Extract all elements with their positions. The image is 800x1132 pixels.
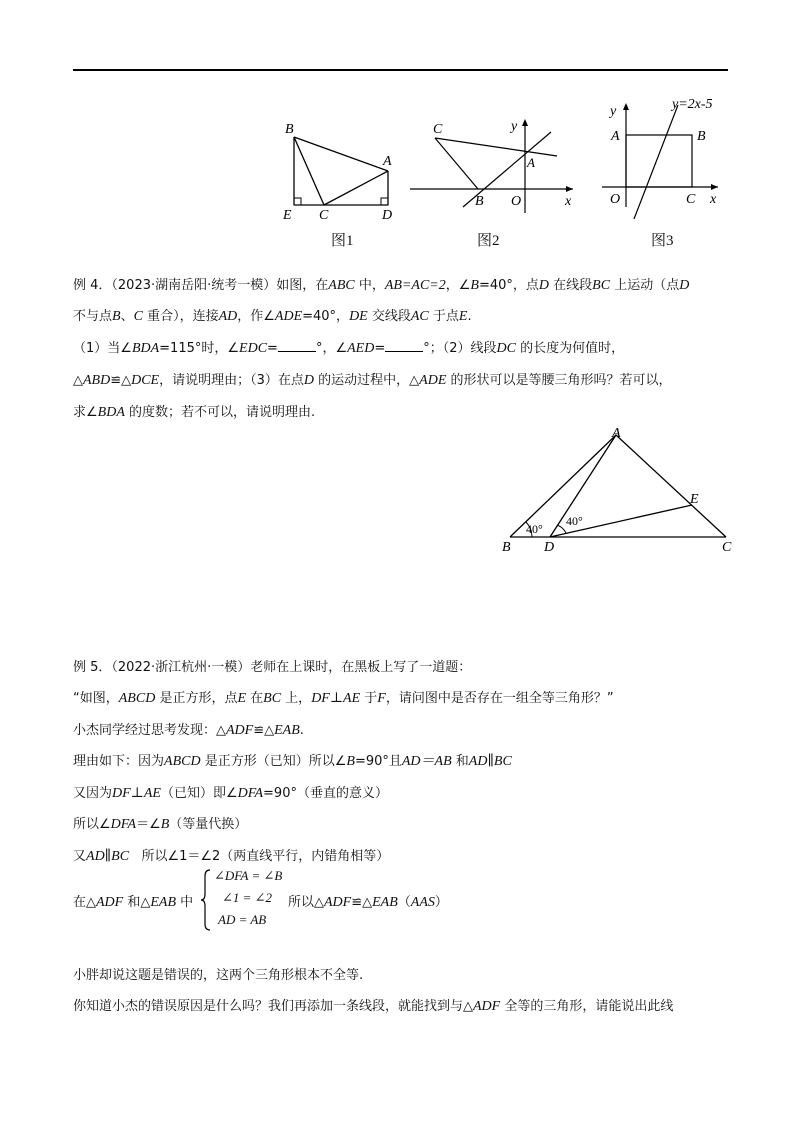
fig3-label-A: A — [611, 129, 620, 144]
text: 例 4．（2023·湖南岳阳·统考一模）如图，在 — [73, 278, 329, 293]
ex5-line-9: 小胖却说这题是错误的，这两个三角形根本不全等. — [73, 968, 364, 983]
ex5-line-6 — [73, 815, 247, 835]
ex5-line-7 — [73, 847, 389, 867]
math: ADF — [473, 999, 501, 1014]
fig2-label-O: O — [511, 194, 522, 209]
ex4-line-5 — [73, 403, 315, 423]
fig2-label-A: A — [527, 155, 535, 170]
math: BDA — [131, 341, 160, 356]
text: 中， — [354, 278, 385, 293]
brace-icon — [200, 868, 212, 932]
math: E — [237, 691, 247, 706]
figure-3 — [600, 95, 730, 220]
text: . — [299, 723, 304, 738]
text: =90°（垂直的意义） — [263, 786, 388, 801]
math: B — [112, 309, 121, 324]
text: 的长度为何值时， — [515, 341, 625, 356]
figure-2 — [405, 115, 580, 215]
math: AD∥BC — [468, 754, 512, 769]
ex5-line-3 — [73, 721, 304, 741]
text: 你知道小杰的错误原因是什么吗？我们再添加一条线段，就能找到与△ — [73, 999, 473, 1014]
figure-4 — [500, 425, 740, 560]
system-row-1: ∠DFA = ∠B — [214, 868, 283, 883]
text: ≌△ — [253, 723, 275, 738]
figure-1-diagram — [280, 115, 400, 225]
text: 上， — [281, 691, 312, 706]
fig4-angle-D: 40° — [566, 514, 583, 528]
math: AD∥BC — [86, 849, 130, 864]
text: = — [267, 341, 278, 356]
math: F — [377, 691, 386, 706]
text: ，请说明理由；（3）在点 — [159, 373, 304, 388]
text: （1）当∠ — [73, 341, 132, 356]
text: 求∠ — [73, 405, 98, 420]
text: ） — [434, 895, 448, 910]
fig1-label-D: D — [382, 208, 393, 223]
text: ，∠ — [445, 278, 471, 293]
math: D — [679, 278, 690, 293]
text: ，作∠ — [237, 309, 275, 324]
math: ADE — [274, 309, 303, 324]
math: AD — [218, 309, 238, 324]
text: 交线段 — [367, 309, 411, 324]
system-row-3: AD = AB — [218, 912, 267, 927]
ex4-line-2 — [73, 307, 472, 327]
text: 是正方形，点 — [155, 691, 238, 706]
text: 的运动过程中，△ — [314, 373, 420, 388]
math: AB=AC=2 — [384, 278, 446, 293]
text: 又因为 — [73, 786, 113, 801]
fig4-label-D: D — [544, 540, 555, 555]
ex4-line-3 — [73, 339, 624, 359]
fig4-label-B: B — [502, 540, 511, 555]
text: 所以∠1＝∠2（两直线平行，内错角相等） — [129, 849, 390, 864]
answer-blank-1[interactable] — [278, 339, 316, 352]
math: DF⊥AE — [112, 786, 161, 801]
math: BDA — [97, 405, 125, 420]
figure-1-caption: 图1 — [331, 233, 354, 249]
text: ≌△ — [110, 373, 132, 388]
fig1-label-A: A — [383, 154, 392, 169]
figure-3-caption: 图3 — [651, 233, 674, 249]
ex5-line-8-right — [288, 893, 448, 913]
text: . — [467, 309, 472, 324]
fig3-label-x: x — [710, 192, 717, 207]
math: EDC — [239, 341, 268, 356]
answer-blank-2[interactable] — [385, 339, 423, 352]
fig3-label-B: B — [697, 129, 706, 144]
text: △ — [73, 373, 83, 388]
math: B — [470, 278, 479, 293]
math: ABC — [328, 278, 355, 293]
text: （ — [397, 895, 411, 910]
math: AAS — [410, 895, 435, 910]
math: DFA — [237, 786, 264, 801]
ex5-line-5 — [73, 784, 388, 804]
text: 所以∠ — [73, 817, 111, 832]
text: “如图， — [73, 691, 119, 706]
math: ABCD — [164, 754, 201, 769]
text: 又 — [73, 849, 87, 864]
fig3-label-O: O — [610, 192, 621, 207]
text: ＝∠ — [136, 817, 161, 832]
text: =90°且 — [354, 754, 402, 769]
text: （等量代换） — [169, 817, 248, 832]
text: °；（2）线段 — [423, 341, 497, 356]
fig4-label-C: C — [722, 540, 732, 555]
equation-system — [200, 868, 290, 932]
fig2-label-y: y — [511, 119, 518, 134]
math: EAB — [150, 895, 177, 910]
math: DF⊥AE — [311, 691, 361, 706]
math: ABCD — [118, 691, 156, 706]
text: =40°， — [302, 309, 350, 324]
fig3-label-C: C — [686, 192, 696, 207]
fig1-label-C: C — [319, 208, 329, 223]
text: 于点 — [428, 309, 459, 324]
text: 所以△ — [288, 895, 324, 910]
text: =40°，点 — [478, 278, 539, 293]
fig4-label-E: E — [690, 492, 699, 507]
ex5-line-8-left — [73, 893, 193, 913]
math: ABD — [83, 373, 111, 388]
text: 于 — [360, 691, 378, 706]
ex5-line-10 — [73, 997, 673, 1017]
text: 理由如下：因为 — [73, 754, 165, 769]
text: 是正方形（已知）所以∠ — [200, 754, 347, 769]
math: ADF — [324, 895, 352, 910]
fig2-label-B: B — [475, 194, 484, 209]
ex5-line-4 — [73, 752, 512, 772]
math: BC — [263, 691, 282, 706]
text: 和△ — [123, 895, 151, 910]
text: 重合），连接 — [142, 309, 219, 324]
text: 全等的三角形，请能说出此线 — [500, 999, 674, 1014]
ex5-line-2 — [73, 689, 614, 709]
math: EAB — [274, 723, 300, 738]
text: ，请问图中是否存在一组全等三角形？” — [385, 691, 614, 706]
math: B — [160, 817, 170, 832]
text: 和 — [451, 754, 469, 769]
ex4-line-1 — [73, 276, 689, 296]
header-rule — [73, 69, 728, 71]
figure-3-diagram — [600, 95, 730, 220]
text: 中 — [176, 895, 194, 910]
text: 在 — [246, 691, 264, 706]
fig3-label-func: y=2x-5 — [672, 97, 713, 112]
math: D — [538, 278, 550, 293]
text: 在线段 — [549, 278, 593, 293]
ex4-line-4 — [73, 371, 672, 391]
math: ADF — [226, 723, 254, 738]
figure-2-diagram — [405, 115, 580, 215]
math: AED — [347, 341, 375, 356]
text: 上运动（点 — [610, 278, 680, 293]
figure-4-diagram — [500, 425, 740, 560]
math: EAB — [372, 895, 398, 910]
text: （已知）即∠ — [160, 786, 238, 801]
math: AD＝AB — [401, 754, 452, 769]
text: 的度数；若不可以，请说明理由. — [124, 405, 316, 420]
fig1-label-B: B — [285, 122, 294, 137]
math: ADE — [419, 373, 447, 388]
math: BC — [592, 278, 611, 293]
math: DFA — [110, 817, 137, 832]
fig2-label-C: C — [433, 122, 443, 137]
math: ADF — [96, 895, 124, 910]
figure-1 — [280, 115, 400, 225]
fig2-label-x: x — [565, 194, 572, 209]
text: = — [374, 341, 386, 356]
fig4-label-A: A — [612, 426, 621, 441]
text: ≌△ — [351, 895, 373, 910]
system-row-2: ∠1 = ∠2 — [222, 890, 273, 905]
text: 不与点 — [73, 309, 113, 324]
math: E — [458, 309, 468, 324]
text: =115°时，∠ — [159, 341, 240, 356]
math: DCE — [131, 373, 160, 388]
math: D — [303, 373, 315, 388]
text: 小杰同学经过思考发现：△ — [73, 723, 226, 738]
text: 、 — [120, 309, 134, 324]
text: 的形状可以是等腰三角形吗？若可以， — [446, 373, 672, 388]
math: C — [133, 309, 143, 324]
fig4-angle-B: 40° — [526, 522, 543, 536]
text: °，∠ — [315, 341, 348, 356]
fig1-label-E: E — [283, 208, 292, 223]
math: DE — [349, 309, 368, 324]
figure-2-caption: 图2 — [477, 233, 500, 249]
ex5-line-1: 例 5．（2022·浙江杭州·一模）老师在上课时，在黑板上写了一道题： — [73, 660, 472, 675]
math: AC — [410, 309, 429, 324]
fig3-label-y: y — [610, 104, 617, 119]
math: B — [346, 754, 355, 769]
math: DC — [496, 341, 516, 356]
text: 在△ — [73, 895, 96, 910]
